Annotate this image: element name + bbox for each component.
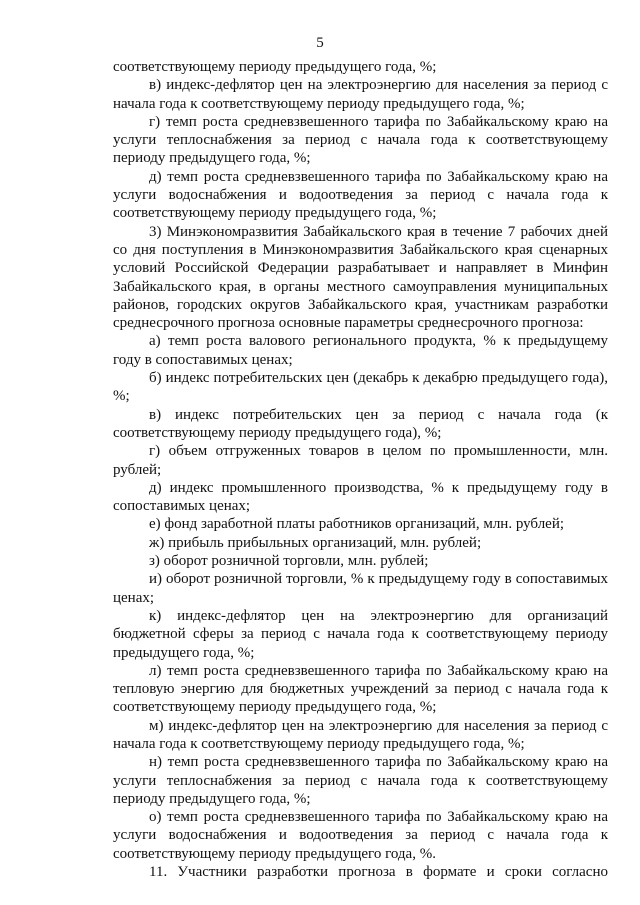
paragraph: д) темп роста средневзвешенного тарифа по Забайкальскому краю на услуги водоснабжения и водоотведения за период с начала года к соответствующему периоду предыдущего года, %; (113, 168, 608, 222)
page-number: 5 (316, 35, 324, 51)
paragraph: г) темп роста средневзвешенного тарифа по Забайкальскому краю на услуги теплоснабжения за период с начала года к соответствующему периоду предыдущего года, %; (113, 113, 608, 167)
paragraph: ж) прибыль прибыльных организаций, млн. рублей; (149, 534, 482, 551)
paragraph: г) объем отгруженных товаров в целом по промышленности, млн. рублей; (113, 443, 608, 478)
paragraph: б) индекс потребительских цен (декабрь к декабрю предыдущего года), %; (113, 370, 608, 405)
paragraph: 3) Минэкономразвития Забайкальского края в течение 7 рабочих дней со дня поступления в Минэкономразвития Забайкальского края сценарных условий Российской Федерации разрабатывает и направляет в Минфин Забайкальского края, в органы местного самоуправления муниципальных районов, городских округов Забайкальского края, участникам разработки среднесрочного прогноза основные параметры среднесрочного прогноза: (113, 223, 608, 332)
paragraph: д) индекс промышленного производства, % к предыдущему году в сопоставимых ценах; (113, 479, 608, 515)
paragraph: о) темп роста средневзвешенного тарифа по Забайкальскому краю на услуги водоснабжения и водоотведения за период с начала года к соответствующему периоду предыдущего года, %. (113, 809, 608, 862)
paragraph: е) фонд заработной платы работников организаций, млн. рублей; (149, 516, 565, 533)
paragraph: з) оборот розничной торговли, млн. рублей; (149, 553, 429, 570)
document-body (113, 58, 608, 881)
paragraph: 11. Участники разработки прогноза в формате и сроки согласно (149, 864, 608, 881)
paragraph: к) индекс-дефлятор цен на электроэнергию для организаций бюджетной сферы за период с начала года к соответствующему периоду предыдущего года, %; (113, 607, 608, 661)
paragraph: н) темп роста средневзвешенного тарифа по Забайкальскому краю на услуги теплоснабжения за период с начала года к соответствующему периоду предыдущего года, %; (113, 754, 608, 807)
paragraph: соответствующему периоду предыдущего года, %; (113, 59, 437, 75)
paragraph: в) индекс-дефлятор цен на электроэнергию для населения за период с начала года к соответствующему периоду предыдущего года, %; (113, 77, 608, 112)
paragraph: л) темп роста средневзвешенного тарифа по Забайкальскому краю на тепловую энергию для бюджетных учреждений за период с начала года к соответствующему периоду предыдущего года, %; (113, 662, 608, 716)
paragraph: и) оборот розничной торговли, % к предыдущему году в сопоставимых ценах; (113, 571, 608, 606)
paragraph: м) индекс-дефлятор цен на электроэнергию для населения за период с начала года к соответствующему периоду предыдущего года, %; (113, 717, 608, 752)
paragraph: в) индекс потребительских цен за период с начала года (к соответствующему периоду предыдущего года), %; (113, 406, 608, 441)
paragraph: а) темп роста валового регионального продукта, % к предыдущему году в сопоставимых ценах; (113, 333, 608, 368)
